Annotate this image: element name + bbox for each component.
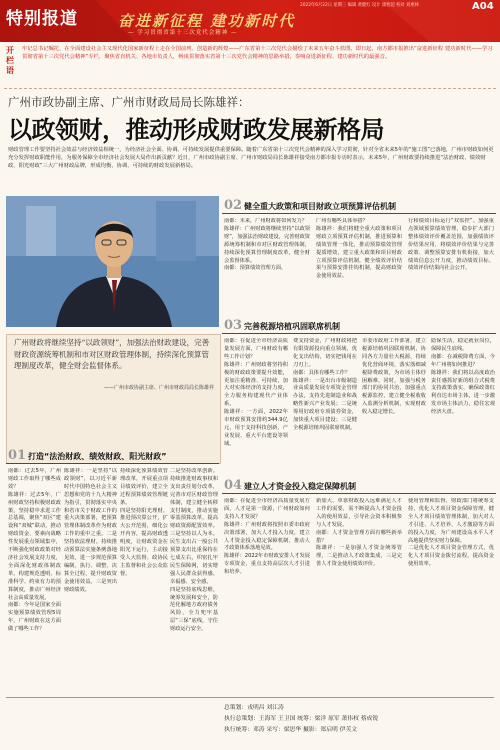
section-rule <box>222 493 496 494</box>
section-title: 特别报道 <box>6 9 78 29</box>
section-rule <box>222 333 496 334</box>
section-rule <box>222 213 496 214</box>
article-column: 南都：在促进全市经济高质量发展方面，人才是第一资源，广州财政如何支持人才发展？ 陈雄祥：广州财政将按照市委市政府决策部署，加大人才投入力度，建立人才资金投入稳定保障机制，推动人才政策体系落地见效。 陈雄祥：2022年市财政安排人才发展专项资金，重点支持高层次人才引进和培养。 <box>224 498 310 576</box>
article-column: 使用管理和监督，财政部门将统筹支持，优化人才项目资金保障管理，健全人才项目绩效管理体制，加大对人才引进、人才培养、人才激励等方面的投入力度，为广州建设高水平人才高地提供坚实财力保障。 二是优化人才项目资金管理方式，优化人才项目资金拨付流程，提高资金使用效率。 <box>408 498 494 568</box>
page-number: A04 <box>472 1 494 12</box>
article-column: 新加大、单靠财政投入远难满足人才工作的需要，需不断提高人才资金投入的使用效益，引导社会资本积极参与人才发展。 南都：人才资金管理方面有哪些新举措？ 陈雄祥：一是加强人才资金统筹管理，二是推动人才政策集成，三是完善人才资金使用绩效评价。 <box>316 498 402 568</box>
section-number: 03 <box>224 318 243 333</box>
section-number: 04 <box>224 478 243 493</box>
article-column: 南都：在促进全市经济高质量发展方面，广州财政有哪些工作计划？ 陈雄祥：广州财政将坚持积极的财政政策要提升效能，更加注重精准、可持续，加大对实体经济的支持力度，全力服务构建现代产业体系。 陈雄祥：一方面，2022年市财政预算安排约344.9亿元，用于支持科技创新、产业发展、重大平台建设等领域。 <box>224 338 288 447</box>
section-title: 建立人才资金投入稳定保障机制 <box>244 482 356 491</box>
pull-quote-text: 广州财政将继续坚持“以政领财”，加强法治财政建设，完善财政资源统筹机制和市对区财政管理体制，持续深化预算管理制度改革，健全财会监督体系。 <box>14 338 210 371</box>
article-column: 费支持资金，广州财政将把有限资源投向重点领域，优化支出结构，切实把钱用在刀刃上。 南都：具体有哪些工作？ 陈雄祥：一是出台市级制造业高质量发展专项资金管理办法，支持先进制造业和战略性新兴产业发展；二是统筹用好政府专项债券资金，加快重大项目建设；三是健全税源培植巩固联席机制。 <box>293 338 357 431</box>
headline-kicker: 广州市政协副主席、广州市财政局局长陈雄祥： <box>8 95 250 109</box>
article-column: 隐保生活，稳定就业岗位，保障民生底线。 南都：在减税降费方面，今年广州将如何推进？ 陈雄祥：我们将以高度政治责任感抓好新的组合式税费支持政策落实，确保政策红利直达市场主体，进一步激发市场主体活力，稳住宏观经济大盘。 <box>431 338 495 416</box>
lead-paragraph: 财政管理工作要坚持社会效益与经济效益相统一，为经济社会全面、协调、可持续发展提供重要保障。随着广东省第十三次党代会精神的深入学习贯彻，针对全省未来5年的“施工图”已落地，广州市财政如何更充分发挥财政职能作用，为服务保障全市经济社会发展大局作出新贡献？近日，广州市政协副主席、广州市财政局局长陈雄祥接受南方都市报专访时表示，未来5年，广州财政要持续推进“法治财政、绩效财政、阳光财政”三大广州财政品牌，形成均衡、协调、可持续的财政发展新格局。 <box>8 147 494 170</box>
column-intro-text: 牢记总书记嘱托，在全面建设社会主义现代化国家新征程上走在全国前列、创造新的辉煌——广东省第十三次党代会描绘了未来五年奋斗蓝图。即日起，南方都市报推出“奋进新征程 建功新时代——学习贯彻省第十三次党代会精神”专栏，聚焦省直机关、各地市负责人，畅谈贯彻落实省第十三次党代会精神的思路举措，奏响奋进新征程、建功新时代的最强音。 <box>22 46 493 61</box>
article-column: 陈雄祥：一是坚持“以政领财”，以习近平新时代中国特色社会主义思想和党的十九大精神为指引，贯彻落实中央和省市关于财政工作的重大决策部署，把预算管理体制改革作为财政工作的重中之重。二是坚持依法理财。持续推动预算法实施条例落地见效，进一步规范预算编制、执行、调整、决算全过程，提升财政资金使用效益。三是突出财政绩效。 <box>64 468 117 593</box>
section-number: 02 <box>224 198 243 213</box>
pull-quote-source: ——广州市政协副主席、广州市财政局局长陈雄祥 <box>103 385 214 391</box>
article-column: 二是坚持改革创新。持续推进财政事权和支出责任划分改革，完善市对区财政管理体制，建立健全转移支付制度，推动实施零基预算改革，提高财政资源配置效率。三是坚持以人为本。民生支出占一般公共预算支出比重保持在七成左右，织密扎牢民生保障网，切实增强人民群众获得感、幸福感、安全感。 四是坚持底线思维。统筹发展和安全，防范化解地方政府债务风险，全力兜牢基层“三保”底线，守住财政运行安全。 <box>170 468 218 633</box>
headline: 以政领财，推动形成财政发展新格局 <box>8 115 384 144</box>
section-number: 01 <box>8 448 27 463</box>
credit-line: 执行总策划：王海军 王卫国 统筹：梁洋 原军 萧伟权 蔡成锐 <box>224 716 379 722</box>
article-column: 行和绩效目标运行“双监控”。加强重点领域预算绩效管理，稳步扩大部门整体绩效评价覆盖范围，加强绩效评价结果应用，将绩效评价结果与完善政策、调整预算安排有机衔接，加大绩效信息公开力度，推动绩效目标、绩效评价结果向社会公开。 <box>408 218 494 272</box>
article-column: 市委市政府工作部署，建立税源培植巩固联席机制，协同各方力量壮大税源，持续优化营商环境，落实落细减税降费政策，为市场主体纾困解难。同时，加强与税务部门的协同共治，加强重点税源监控，建立健全税收收入监测分析机制，实现财政收入稳定增长。 <box>362 338 426 416</box>
article-column: 广州有哪些具体举措？ 陈雄祥：我们将健全重大政策和项目财政立项预算评估机制，推进预算和绩效管理一体化，推动预算绩效管理提质增效，建立重大政策和项目财政立项预算评估机制，健全绩效评价结果与预算安排挂钩机制，提高财政资金使用效益。 <box>316 218 402 280</box>
credit-line: 总策划：戎明昌 刘江涛 <box>224 705 284 711</box>
issue-meta: 2022年6月22日 星期三 编辑 黄健红 设计 康智超 校对 刘惠林 <box>300 3 419 8</box>
article-column: 南都：过去5年，广州财政工作取得了哪些成效？ 陈雄祥：过去5年，广州财政坚持积极财政政策，坚持稳中求进工作总基调，聚焦“双区”建设和“双城”联动，推动财政资金、要素向战略性发展重点领域集中，不断强化财政政策对经济社会发展支持力度，全面深化财政体制改革，构建规范透明、标准科学、约束有力的预算制度，推动广州经济社会高质量发展。 南都：今年是国家全面实施预算绩效管理5周年，广州财政在这方面做了哪些工作？ <box>8 468 61 633</box>
banner-subtitle: — 学习贯彻省第十三次党代会精神 — <box>128 30 238 36</box>
section-title: 健全重大政策和项目财政立项预算评估机制 <box>244 202 396 211</box>
section-rule <box>6 463 219 464</box>
article-column: 南都：未来，广州财政将如何发力？ 陈雄祥：广州财政将继续坚持“以政领财”，加强法治财政建设，完善财政资源统筹机制和市对区财政管理体制，持续深化预算管理制度改革，健全财会监督体系。 南都：预算绩效管理方面， <box>224 218 310 272</box>
footer-rule <box>6 697 494 698</box>
article-column: 持续深化预算绩效管理改革，开展重点项目绩效评价，建立全过程预算绩效管理链条。 四是坚持阳光理财。推进预决算公开，扩大公开范围，细化公开内容，提高财政透明度，让财政资金在阳光下运行，主动接受人大监督、政协民主监督和社会公众监督。 <box>120 468 168 577</box>
banner-slogan: 奋进新征程 建功新时代 <box>118 12 296 30</box>
divider <box>4 88 496 89</box>
column-intro-label: 开栏语 <box>6 46 14 75</box>
section-title: 打造“法治财政、绩效财政、阳光财政” <box>28 452 167 461</box>
portrait-photo <box>6 196 219 327</box>
section-title: 完善税源培植巩固联席机制 <box>244 322 340 331</box>
credit-line: 执行统筹：邓涛 采写：梁思华 摄影：郑启明 伊芙文 <box>224 727 358 733</box>
